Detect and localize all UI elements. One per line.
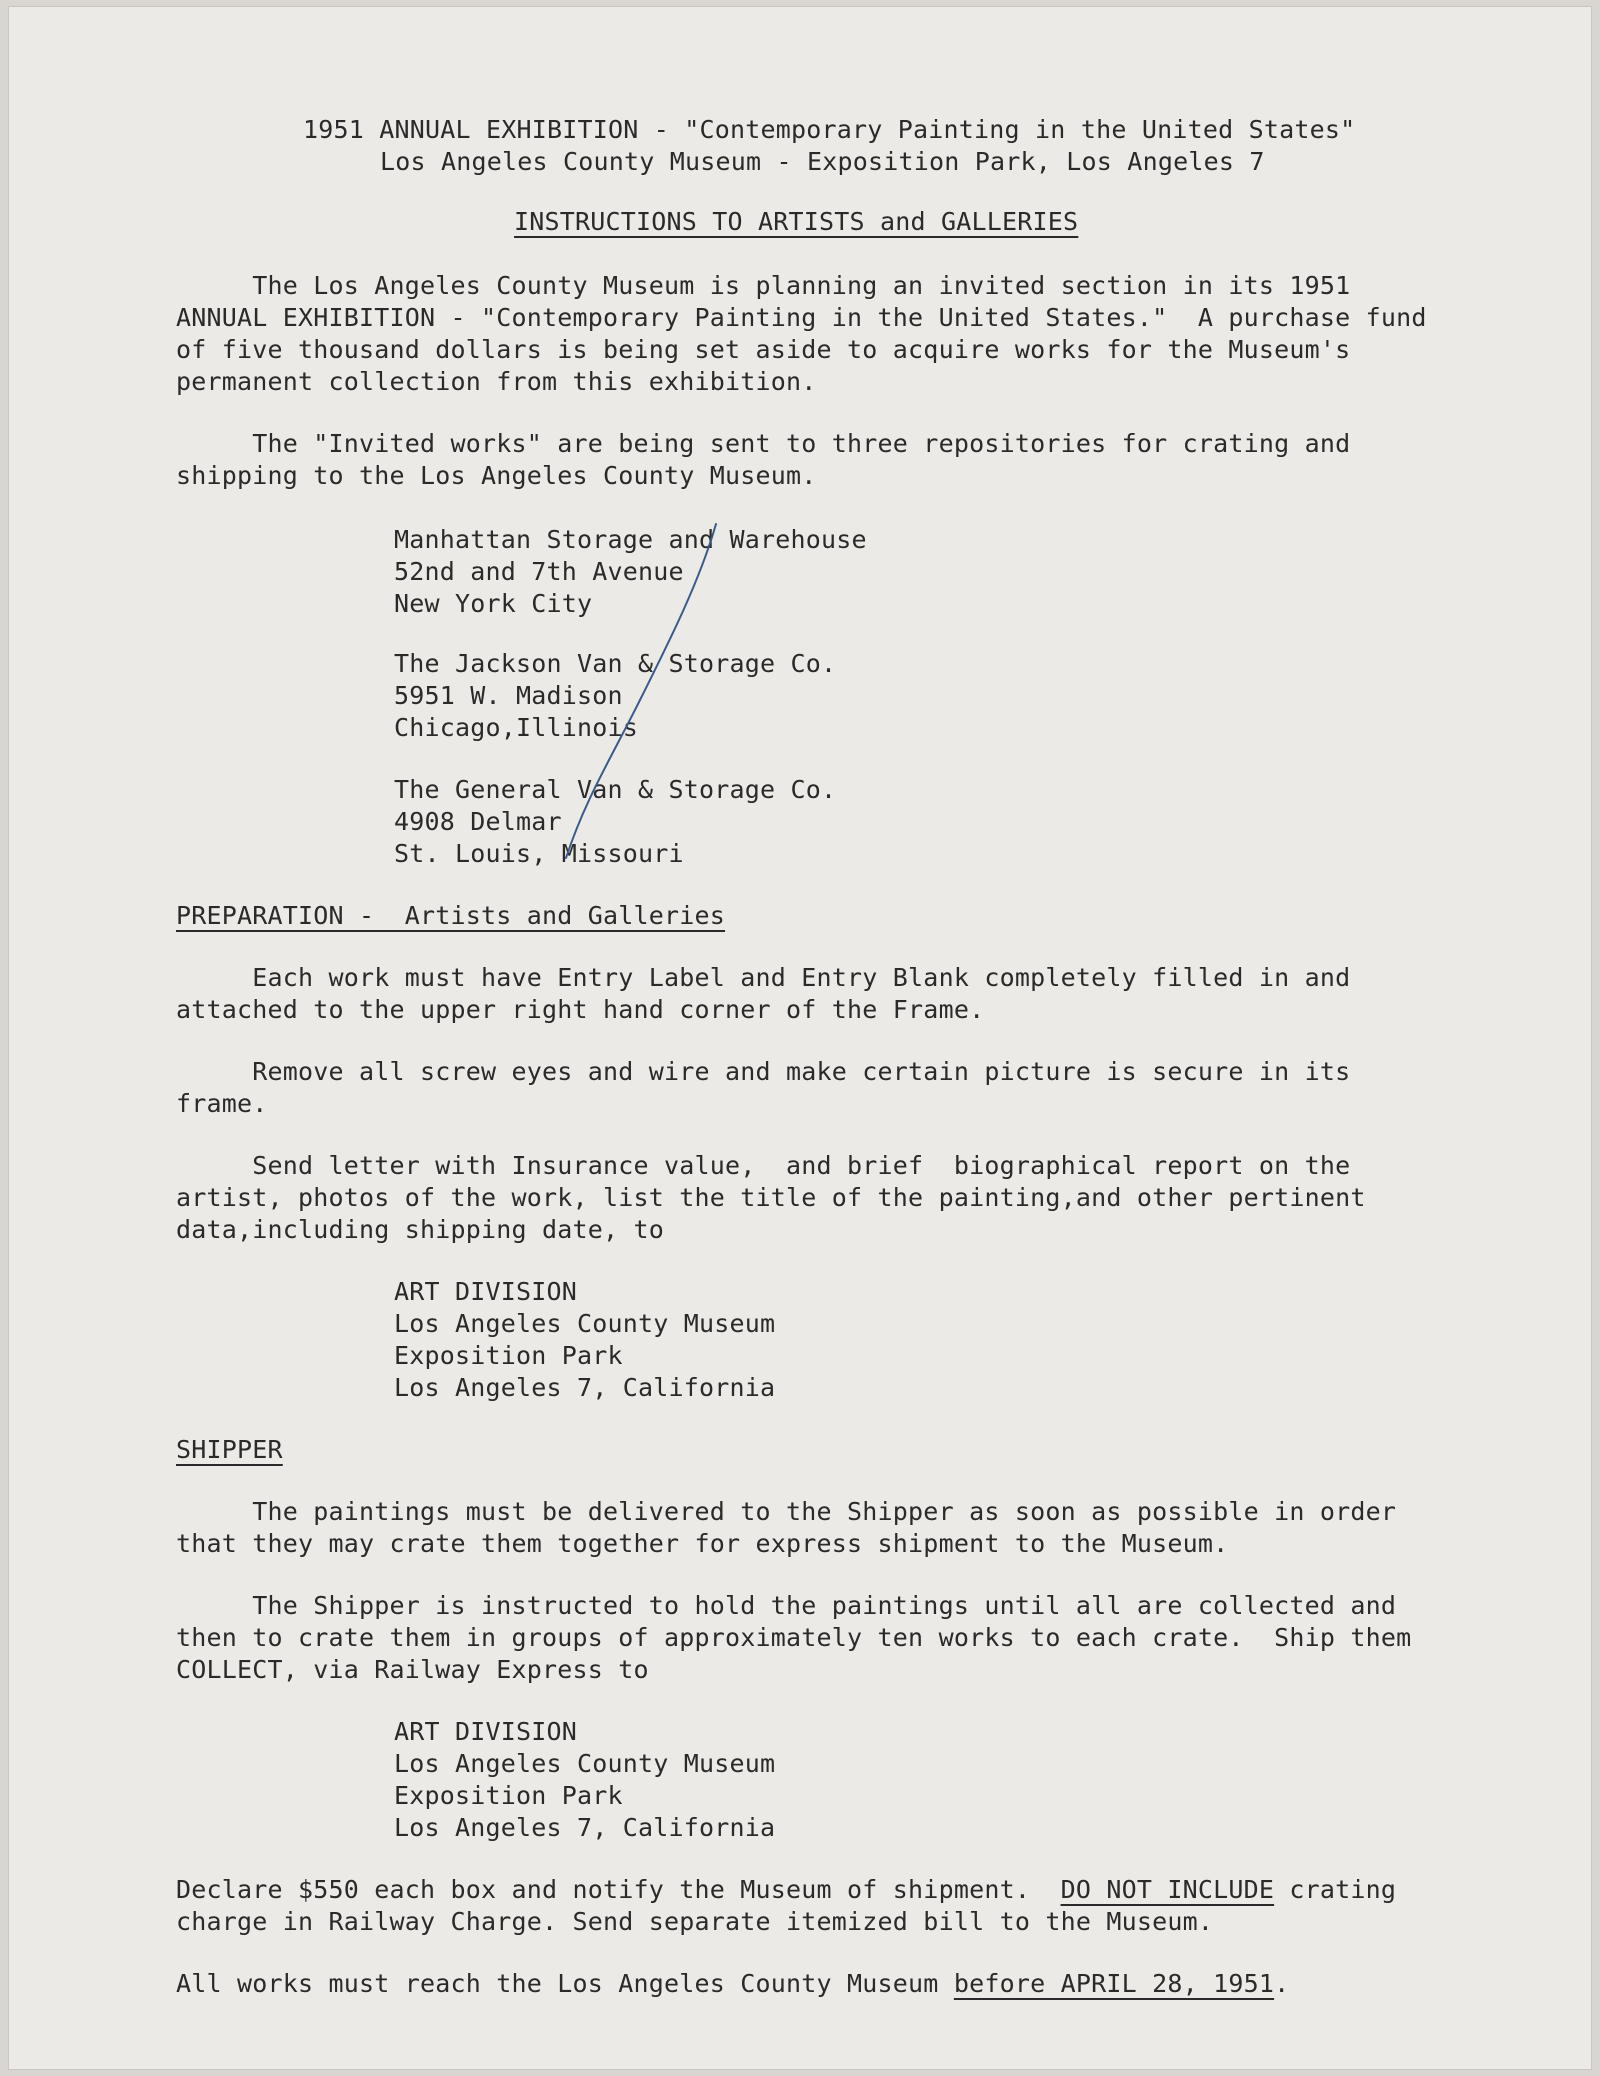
- preparation-para3-line-2: artist, photos of the work, list the title of the painting,and other pertinent: [176, 1183, 1366, 1212]
- preparation-para2-line-1: Remove all screw eyes and wire and make certain picture is secure in its: [176, 1057, 1351, 1086]
- preparation-para1-line-1: Each work must have Entry Label and Entry Blank completely filled in and: [176, 963, 1351, 992]
- shipper-address-line-2: Los Angeles County Museum: [394, 1749, 776, 1778]
- preparation-para3-line-1: Send letter with Insurance value, and brief biographical report on the: [176, 1151, 1351, 1180]
- preparation-address-line-4: Los Angeles 7, California: [394, 1373, 776, 1402]
- shipper-heading: SHIPPER: [176, 1435, 283, 1464]
- repository-3-name: The General Van & Storage Co.: [394, 775, 837, 804]
- repository-1-name: Manhattan Storage and Warehouse: [394, 525, 867, 554]
- declare-line-1: [176, 1874, 1396, 1906]
- preparation-para2-line-2: frame.: [176, 1089, 268, 1118]
- deadline-emphasis: before APRIL 28, 1951: [953, 1969, 1275, 1998]
- declare-line-2: charge in Railway Charge. Send separate itemized bill to the Museum.: [176, 1907, 1214, 1936]
- deadline-text: All works must reach the Los Angeles County Museum: [176, 1969, 954, 1998]
- intro-line-4: permanent collection from this exhibition.: [176, 367, 817, 396]
- intro-line-2: ANNUAL EXHIBITION - "Contemporary Painting in the United States." A purchase fund: [176, 303, 1427, 332]
- deadline-line: [176, 1968, 1289, 2000]
- preparation-heading: PREPARATION - Artists and Galleries: [176, 901, 726, 930]
- repository-1-city: New York City: [394, 589, 593, 618]
- shipper-para2-line-2: then to crate them in groups of approximately ten works to each crate. Ship them: [176, 1623, 1412, 1652]
- intro-line-3: of five thousand dollars is being set aside to acquire works for the Museum's: [176, 335, 1351, 364]
- repositories-intro-line-2: shipping to the Los Angeles County Museum.: [176, 461, 817, 490]
- preparation-para3-line-3: data,including shipping date, to: [176, 1215, 665, 1244]
- preparation-address-line-1: ART DIVISION: [394, 1277, 578, 1306]
- intro-line-1: The Los Angeles County Museum is planning an invited section in its 1951: [176, 271, 1351, 300]
- header-line-1: 1951 ANNUAL EXHIBITION - "Contemporary Painting in the United States": [303, 115, 1356, 144]
- do-not-include-emphasis: DO NOT INCLUDE: [1060, 1875, 1275, 1904]
- repository-2-name: The Jackson Van & Storage Co.: [394, 649, 837, 678]
- page-title: INSTRUCTIONS TO ARTISTS and GALLERIES: [514, 207, 1079, 236]
- repository-2-street: 5951 W. Madison: [394, 681, 623, 710]
- preparation-para1-line-2: attached to the upper right hand corner of the Frame.: [176, 995, 985, 1024]
- declare-text-end: crating: [1274, 1875, 1397, 1904]
- shipper-para1-line-2: that they may crate them together for express shipment to the Museum.: [176, 1529, 1229, 1558]
- shipper-para2-line-3: COLLECT, via Railway Express to: [176, 1655, 649, 1684]
- deadline-period: .: [1274, 1969, 1290, 1998]
- repositories-intro-line-1: The "Invited works" are being sent to three repositories for crating and: [176, 429, 1351, 458]
- repository-3-street: 4908 Delmar: [394, 807, 562, 836]
- header-line-2: Los Angeles County Museum - Exposition Park, Los Angeles 7: [380, 147, 1265, 176]
- repository-2-city: Chicago,Illinois: [394, 713, 639, 742]
- declare-text: Declare $550 each box and notify the Museum of shipment.: [176, 1875, 1061, 1904]
- repository-1-street: 52nd and 7th Avenue: [394, 557, 684, 586]
- preparation-address-line-2: Los Angeles County Museum: [394, 1309, 776, 1338]
- shipper-para1-line-1: The paintings must be delivered to the Shipper as soon as possible in order: [176, 1497, 1397, 1526]
- shipper-address-line-3: Exposition Park: [394, 1781, 623, 1810]
- shipper-address-line-1: ART DIVISION: [394, 1717, 578, 1746]
- shipper-para2-line-1: The Shipper is instructed to hold the paintings until all are collected and: [176, 1591, 1397, 1620]
- preparation-address-line-3: Exposition Park: [394, 1341, 623, 1370]
- shipper-address-line-4: Los Angeles 7, California: [394, 1813, 776, 1842]
- repository-3-city: St. Louis, Missouri: [394, 839, 684, 868]
